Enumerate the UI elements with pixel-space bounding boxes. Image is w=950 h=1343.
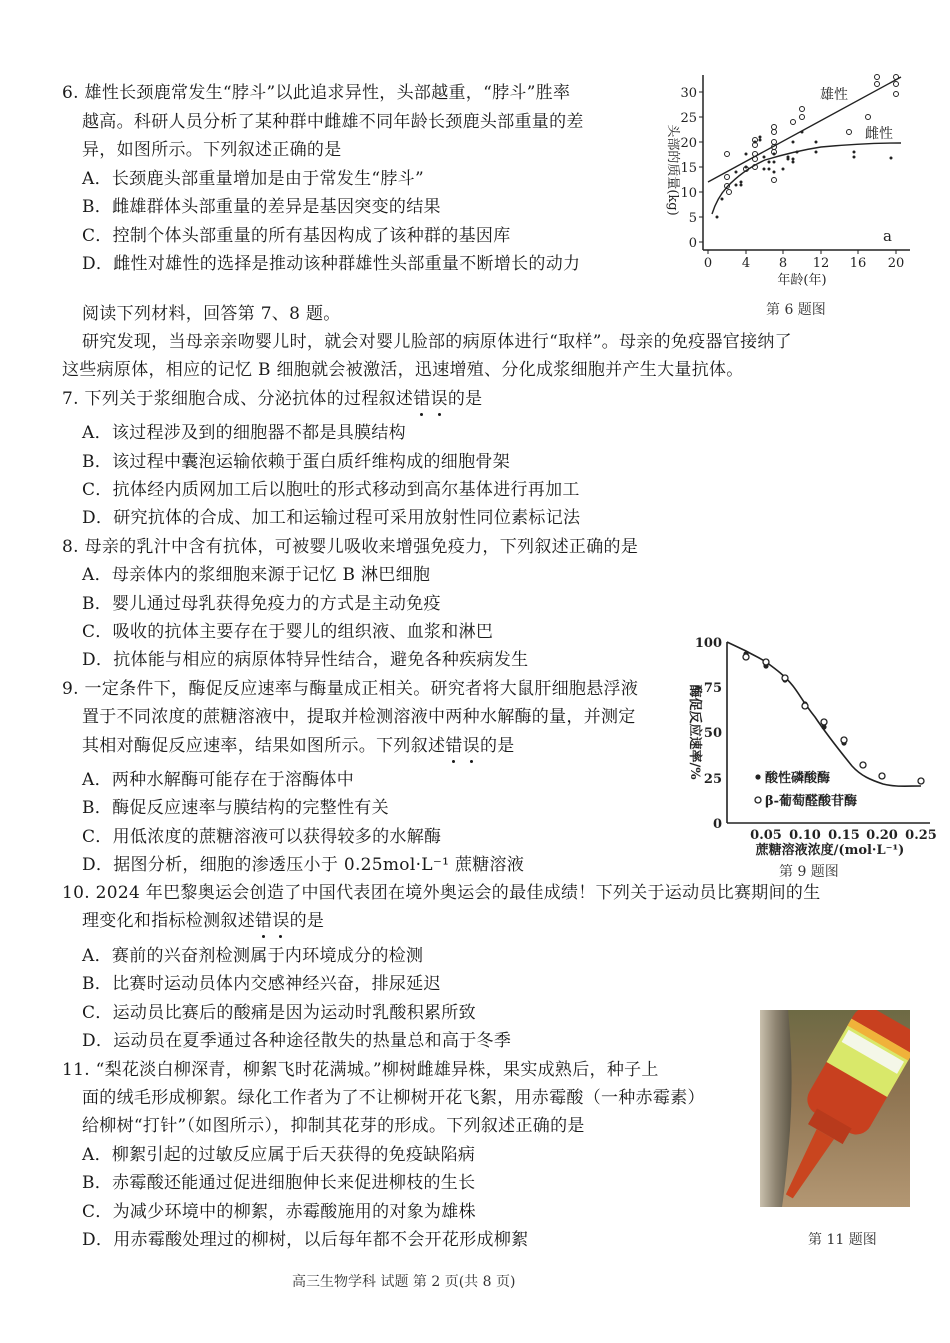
q11-figure-caption: 第 11 题图 — [808, 1232, 877, 1248]
q6-scatter-chart — [655, 70, 920, 295]
panel-label: a — [883, 227, 892, 245]
q6-stem-line-2: 越高。科研人员分析了某种群中雌雄不同年龄长颈鹿头部重量的差 — [82, 112, 584, 132]
q11-option-a: A．柳絮引起的过敏反应属于后天获得的免疫缺陷病 — [82, 1145, 476, 1165]
bottle-illustration — [760, 1010, 910, 1207]
emphasis-mark: 错 — [413, 389, 431, 409]
x-axis-label: 蔗糖溶液浓度/(mol·L⁻¹) — [755, 843, 905, 857]
q7-option-c: C．抗体经内质网加工后以胞吐的形式移动到高尔基体进行再加工 — [82, 480, 580, 500]
q10-option-c: C．运动员比赛后的酸痛是因为运动时乳酸积累所致 — [82, 1003, 476, 1023]
q9-stem-line-2: 置于不同浓度的蔗糖溶液中，提取并检测溶液中两种水解酶的量，并测定 — [82, 707, 636, 727]
q8-option-b: B．婴儿通过母乳获得免疫力的方式是主动免疫 — [82, 594, 441, 614]
svg-text:20: 20 — [887, 256, 905, 271]
q8-stem: 8. 母亲的乳汁中含有抗体，可被婴儿吸收来增强免疫力，下列叙述正确的是 — [62, 537, 639, 557]
emphasis-mark: 错 — [445, 736, 463, 756]
q10-option-b: B．比赛时运动员体内交感神经兴奋，排尿延迟 — [82, 974, 441, 994]
svg-text:0.15: 0.15 — [828, 828, 860, 843]
female-series-label: 雌性 — [865, 126, 893, 142]
y-axis-ticks — [680, 86, 703, 251]
page-footer: 高三生物学科 试题 第 2 页(共 8 页) — [292, 1274, 516, 1290]
q7-option-d: D．研究抗体的合成、加工和运输过程可采用放射性同位素标记法 — [82, 508, 581, 528]
q6-stem-line-1: 6. 雄性长颈鹿常发生“脖斗”以此追求异性，头部越重，“脖斗”胜率 — [62, 83, 571, 103]
svg-text:25: 25 — [680, 111, 697, 126]
svg-text:0: 0 — [688, 236, 697, 251]
q6-option-d: D．雌性对雄性的选择是推动该种群雄性头部重量不断增长的动力 — [82, 254, 581, 274]
svg-text:0.10: 0.10 — [789, 828, 821, 843]
svg-text:4: 4 — [741, 256, 751, 271]
x-axis-label: 年龄(年) — [777, 273, 827, 288]
svg-text:0.05: 0.05 — [750, 828, 782, 843]
q9-option-c: C．用低浓度的蔗糖溶液可以获得较多的水解酶 — [82, 827, 442, 847]
svg-text:8: 8 — [778, 256, 788, 271]
q8-option-a: A．母亲体内的浆细胞来源于记忆 B 淋巴细胞 — [82, 565, 431, 585]
emphasis-mark: 误 — [272, 911, 290, 931]
svg-text:12: 12 — [812, 256, 830, 271]
q9-option-d: D．据图分析，细胞的渗透压小于 0.25mol·L⁻¹ 蔗糖溶液 — [82, 855, 525, 875]
svg-text:0.25: 0.25 — [905, 828, 937, 843]
q9-figure-caption: 第 9 题图 — [779, 864, 839, 880]
legend-glucuronidase: β-葡萄醛酸苷酶 — [765, 794, 858, 809]
svg-text:100: 100 — [694, 636, 722, 651]
svg-text:10: 10 — [680, 186, 697, 201]
fit-curve — [727, 642, 921, 786]
q10-option-a: A．赛前的兴奋剂检测属于内环境成分的检测 — [82, 946, 424, 966]
q10-option-d: D．运动员在夏季通过各种途径散失的热量总和高于冬季 — [82, 1031, 512, 1051]
q9-option-b: B．酶促反应速率与膜结构的完整性有关 — [82, 798, 389, 818]
y-axis-label: 酶促反应速率/% — [687, 684, 702, 780]
chart-legend — [755, 770, 857, 809]
q6-option-a: A．长颈鹿头部重量增加是由于常发生“脖斗” — [82, 169, 424, 189]
glucuronidase-points — [743, 654, 924, 784]
emphasis-mark: 误 — [462, 736, 480, 756]
svg-text:0: 0 — [712, 817, 722, 832]
q6-figure-caption: 第 6 题图 — [766, 302, 826, 318]
svg-text:0: 0 — [703, 256, 713, 271]
q11-option-b: B．赤霉酸还能通过促进细胞伸长来促进柳枝的生长 — [82, 1173, 476, 1193]
q8-option-c: C．吸收的抗体主要存在于婴儿的组织液、血浆和淋巴 — [82, 622, 494, 642]
emphasis-mark: 错 — [255, 911, 273, 931]
female-fit-line — [712, 143, 901, 214]
q11-stem-line-2: 面的绒毛形成柳絮。绿化工作者为了不让柳树开花飞絮，用赤霉酸（一种赤霉素） — [82, 1088, 705, 1108]
svg-text:16: 16 — [849, 256, 867, 271]
svg-text:0.20: 0.20 — [866, 828, 898, 843]
y-axis-label: 头部的质量(kg) — [665, 124, 680, 216]
x-axis-ticks — [704, 250, 904, 271]
svg-text:15: 15 — [680, 161, 697, 176]
q9-option-a: A．两种水解酶可能存在于溶酶体中 — [82, 770, 355, 790]
legend-acid-phosphatase: 酸性磷酸酶 — [765, 771, 831, 786]
q6-option-b: B．雌雄群体头部重量的差异是基因突变的结果 — [82, 197, 441, 217]
q11-stem-line-1: 11. “梨花淡白柳深青，柳絮飞时花满城。”柳树雌雄异株，果实成熟后，种子上 — [62, 1060, 659, 1080]
emphasis-mark: 误 — [430, 389, 448, 409]
material-line-1: 研究发现，当母亲亲吻婴儿时，就会对婴儿脸部的病原体进行“取样”。母亲的免疫器官接纳了 — [82, 332, 792, 352]
material-line-2: 这些病原体，相应的记忆 B 细胞就会被激活，迅速增殖、分化成浆细胞并产生大量抗体。 — [62, 360, 744, 380]
q6-stem-line-3: 异，如图所示。下列叙述正确的是 — [82, 140, 342, 160]
q10-stem-line-1: 10. 2024 年巴黎奥运会创造了中国代表团在境外奥运会的最佳成绩！下列关于运动员比赛期间的生 — [62, 883, 821, 903]
material-intro: 阅读下列材料，回答第 7、8 题。 — [82, 304, 341, 324]
q9-line-chart — [685, 632, 940, 857]
male-series-label: 雄性 — [820, 87, 848, 103]
acid-phosphatase-points — [743, 651, 923, 783]
svg-text:20: 20 — [680, 136, 697, 151]
q11-stem-line-3: 给柳树“打针”（如图所示），抑制其花芽的形成。下列叙述正确的是 — [82, 1116, 585, 1136]
q6-option-c: C．控制个体头部重量的所有基因构成了该种群的基因库 — [82, 226, 511, 246]
q10-stem-line-2: 理变化和指标检测叙述错误的是 — [82, 911, 325, 931]
svg-text:30: 30 — [680, 86, 697, 101]
q7-option-a: A．该过程涉及到的细胞器不都是具膜结构 — [82, 423, 406, 443]
q7-stem: 7. 下列关于浆细胞合成、分泌抗体的过程叙述错误的是 — [62, 389, 483, 409]
q11-photo-injection-bottle — [760, 1010, 910, 1207]
q9-stem-line-3: 其相对酶促反应速率，结果如图所示。下列叙述错误的是 — [82, 736, 515, 756]
svg-text:50: 50 — [703, 726, 722, 741]
q7-option-b: B．该过程中囊泡运输依赖于蛋白质纤维构成的细胞骨架 — [82, 452, 510, 472]
q8-option-d: D．抗体能与相应的病原体特异性结合，避免各种疾病发生 — [82, 650, 529, 670]
svg-text:25: 25 — [703, 772, 722, 787]
q11-option-d: D．用赤霉酸处理过的柳树，以后每年都不会开花形成柳絮 — [82, 1230, 529, 1250]
q11-option-c: C．为减少环境中的柳絮，赤霉酸施用的对象为雄株 — [82, 1202, 476, 1222]
q9-stem-line-1: 9. 一定条件下，酶促反应速率与酶量成正相关。研究者将大鼠肝细胞悬浮液 — [62, 679, 639, 699]
svg-text:5: 5 — [688, 211, 697, 226]
svg-text:75: 75 — [703, 681, 722, 696]
